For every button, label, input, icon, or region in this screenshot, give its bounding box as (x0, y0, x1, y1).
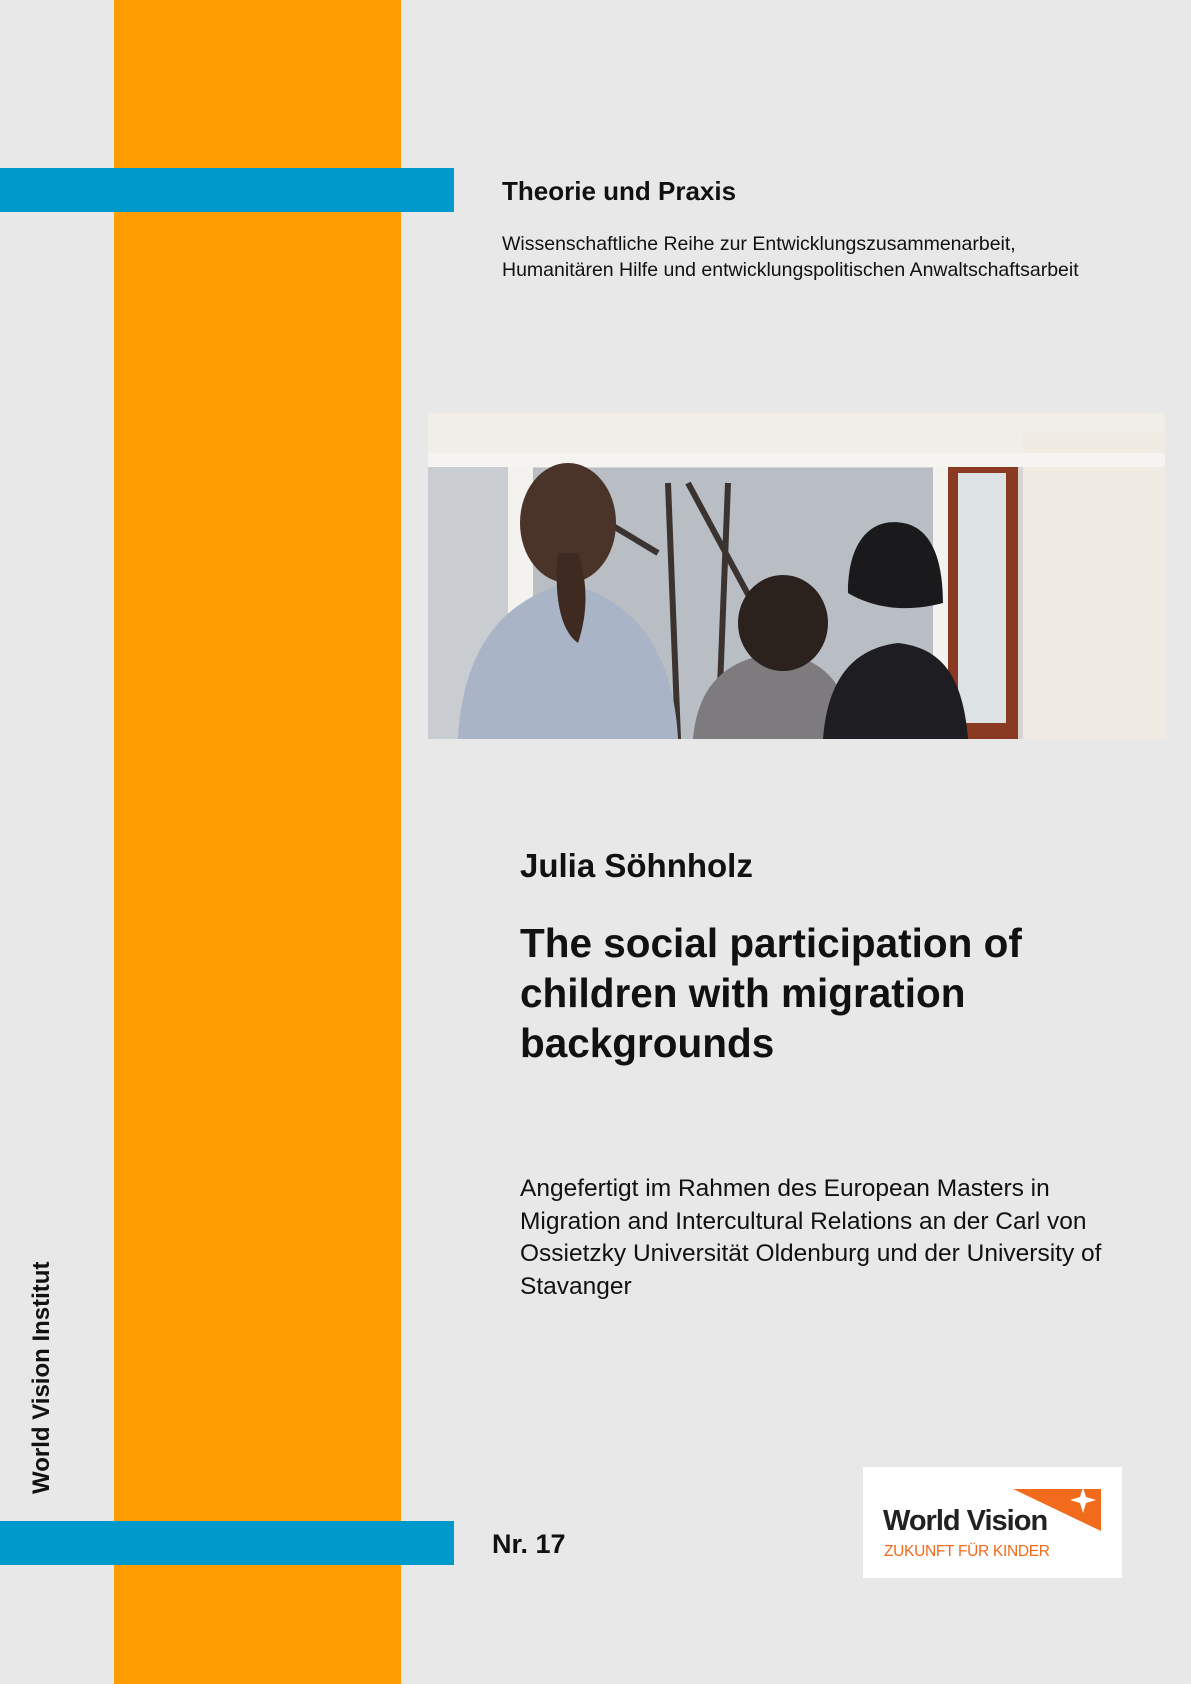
author-name: Julia Söhnholz (520, 847, 753, 884)
world-vision-logo (863, 1467, 1122, 1578)
series-subtitle (502, 231, 1162, 283)
document-description: Angefertigt im Rahmen des European Masters in Migration and Intercultural Relations an der Carl von Ossietzky Universität Oldenburg und der University of Stavanger (520, 1175, 1102, 1300)
issue-number: Nr. 17 (492, 1529, 566, 1559)
orange-band (114, 0, 401, 1684)
spine-text: World Vision Institut (28, 1261, 55, 1494)
blue-bar-top (0, 168, 454, 212)
logo-tagline: ZUKUNFT FÜR KINDER (884, 1543, 1050, 1560)
cover-photo (428, 413, 1165, 739)
series-subtitle-line2: Humanitären Hilfe und entwicklungspolitischen Anwaltschaftsarbeit (502, 259, 1079, 281)
series-title: Theorie und Praxis (502, 176, 737, 206)
cover-photo-illustration (428, 413, 1165, 739)
document-title: The social participation of children with migration backgrounds (520, 920, 1022, 1066)
logo-name: World Vision (883, 1505, 1048, 1537)
series-subtitle-line1: Wissenschaftliche Reihe zur Entwicklungszusammenarbeit, (502, 233, 1016, 255)
blue-bar-bottom (0, 1521, 454, 1565)
